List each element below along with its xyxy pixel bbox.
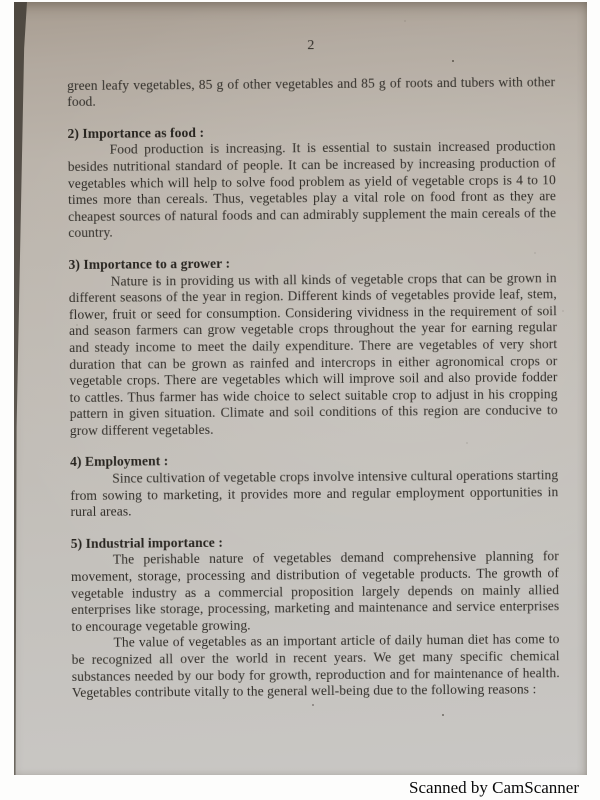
page-left-shadow (14, 2, 27, 775)
section-industrial-importance (71, 532, 560, 702)
section-heading-employment: 4) Employment : (70, 453, 169, 470)
camscanner-watermark: Scanned by CamScanner (409, 778, 579, 797)
page-content (67, 36, 560, 702)
page-number: 2 (307, 38, 315, 54)
section-heading-importance-as-food: 2) Importance as food : (67, 124, 205, 141)
section-employment (70, 451, 559, 521)
scan-noise-specks (14, 2, 16, 4)
section-heading-industrial-importance: 5) Industrial importance : (70, 534, 224, 551)
section-paragraph: The perishable nature of vegetables demand comprehensive planning for movement, storage, processing and distribution of vegetable products. The growth of vegetable industry as a commercial proposition largely depends on mainly allied enterprises like storage, processing, marketing and maintenance and service enterprises to encourage vegetable growing. (70, 548, 560, 634)
section-importance-to-a-grower (69, 253, 558, 439)
scanned-page-photo (14, 2, 587, 775)
section-importance-as-food (67, 122, 556, 242)
continuation-paragraph: green leafy vegetables, 85 g of other vegetables and 85 g of roots and tubers with other food. (67, 73, 556, 110)
section-paragraph: Food production is increasing. It is essential to sustain increased production besides nutritional standard of people. It can be increased by increasing production of vegetables which will help to solve food problem as yield of vegetable crops is 4 to 10 times more than cereals. Thus, vegetables play a vital role on food front as they are cheapest sources of natural foods and can admirably supplement the main cereals of the country. (67, 138, 557, 241)
section-paragraph: Nature is in providing us with all kinds of vegetable crops that can be grown in different seasons of the year in region. Different kinds of vegetables provide leaf, stem, flower, fruit or seed for consumption. Considering vividness in the requirement of soil and season farmers can grow vegetable crops throughout the year for earning regular and steady income to meet the daily expenditure. There are vegetables of very short duration that can be grown as rainfed and intercrops in either agronomical crops or vegetable crops. There are vegetables which will improve soil and also provide fodder to cattles. Thus farmer has wide choice to select suitable crop to adjust in his cropping pattern in given situation. Climate and soil conditions of this region are conducive to grow different vegetables. (68, 269, 558, 438)
section-heading-importance-to-a-grower: 3) Importance to a grower : (68, 255, 231, 272)
section-paragraph: Since cultivation of vegetable crops involve intensive cultural operations starting from sowing to marketing, it provides more and regular employment opportunities in rural areas. (70, 467, 559, 520)
section-paragraph: The value of vegetables as an important article of daily human diet has come to be recognized all over the world in recent years. We get many specific chemical substances needed by our body for growth, reproduction and for maintenance of health. Vegetables contribute vitally to the general well-being due to the following reasons : (71, 631, 560, 701)
